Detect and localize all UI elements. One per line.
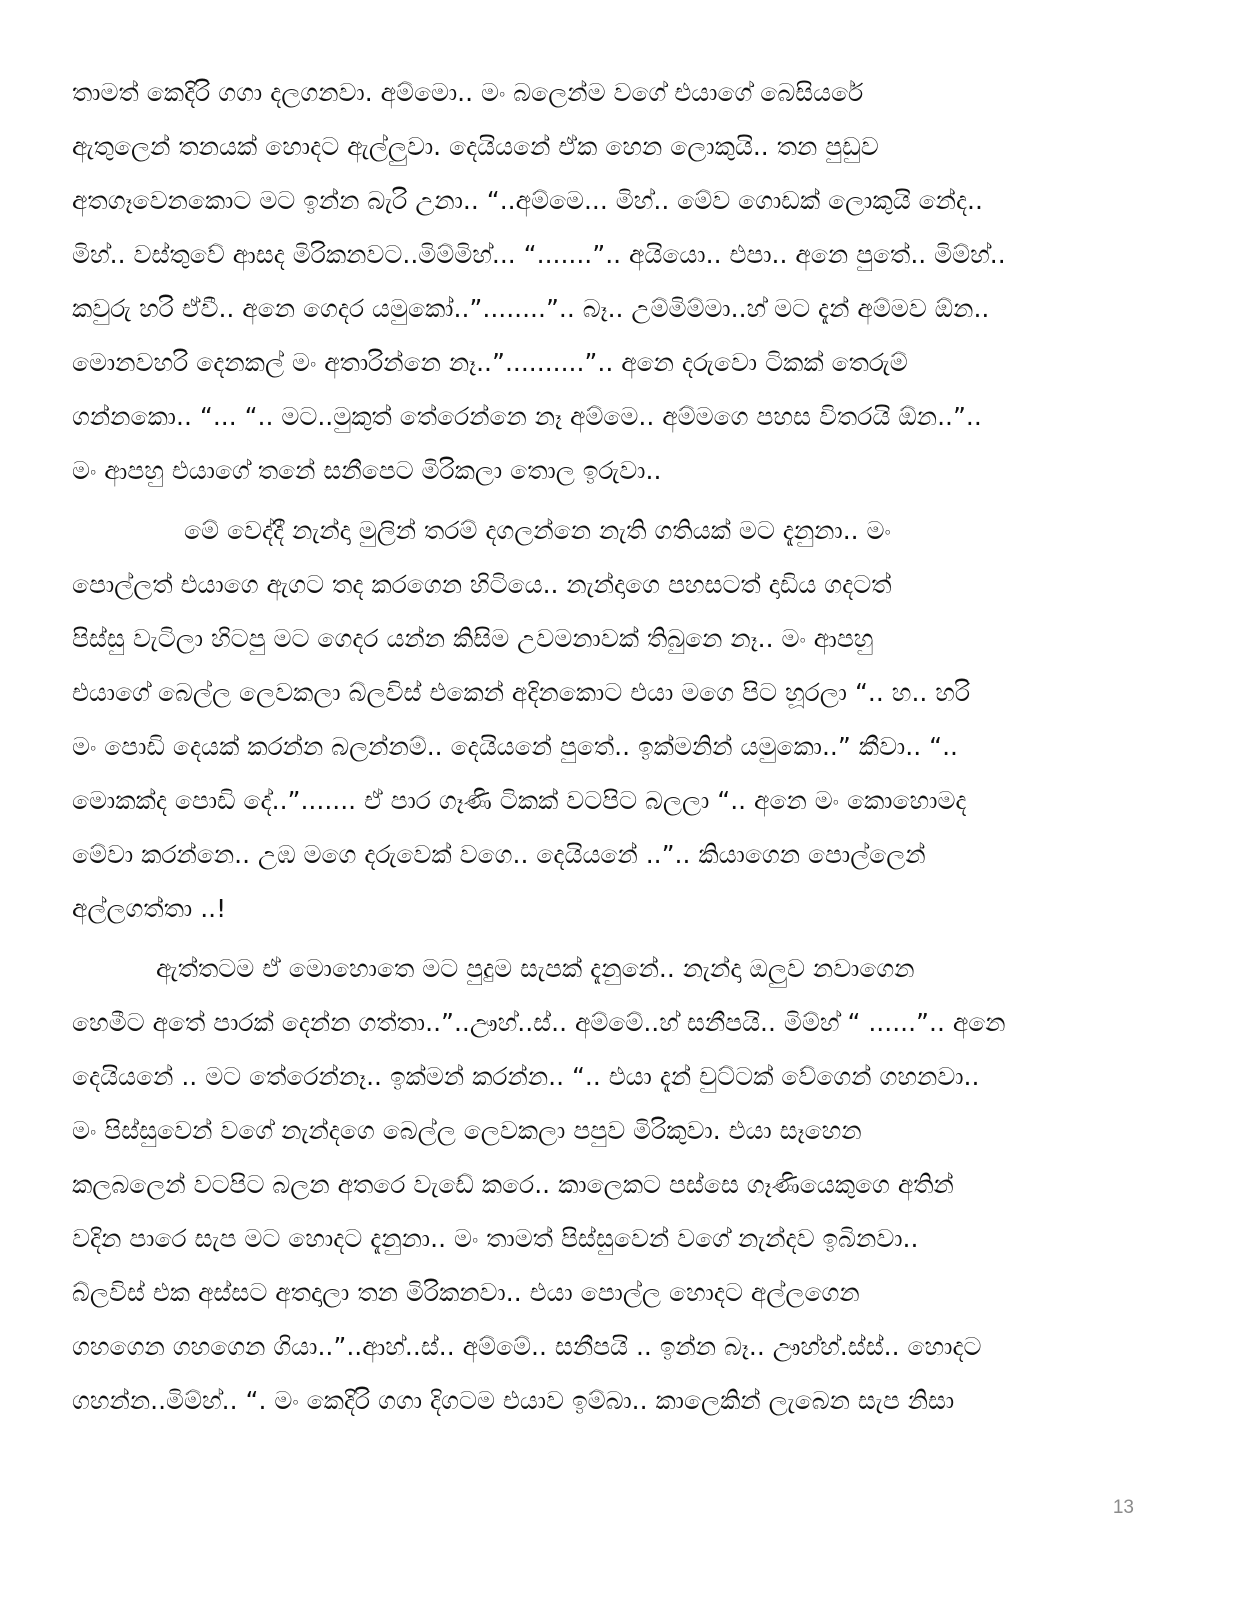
page-number: 13	[1112, 1497, 1134, 1518]
text-line: පොල්ලත් එයාගෙ ඇගට තද කරගෙන හිටියෙ.. නැන්දාගෙ පහසටත් දාඩිය ගදටත්	[72, 570, 892, 599]
text-line: අතගෑවෙනකොට මට ඉන්න බැරි උනා.. “..අම්මෙ... මිහ්.. මේව ගොඩක් ලොකුයි නේද..	[72, 186, 983, 215]
text-line: අල්ලගත්තා ..!	[72, 894, 227, 923]
text-line: මං පොඩි දෙයක් කරන්න බලන්නම්.. දෙයියනේ පුතේ.. ඉක්මනින් යමුකො..” කීවා.. “..	[72, 732, 958, 761]
text-line: ගන්නකො.. “... “.. මට..මුකුත් තේරෙන්නෙ නෑ අම්මෙ.. අම්මගෙ පහස විතරයි ඕන..”..	[72, 402, 982, 431]
paragraph	[72, 942, 1162, 1428]
text-line: පිස්සු වැටිලා හිටපු මට ගෙදර යන්න කිසිම උවමනාවක් තිබුනෙ නෑ.. මං ආපහු	[72, 624, 874, 653]
text-line: මේ වෙද්දී නැන්දා මුලින් තරම් දගලන්නෙ නැති ගතියක් මට දැනුනා.. මං	[184, 516, 891, 545]
body-text	[72, 66, 1162, 1428]
text-line: මං පිස්සුවෙන් වගේ නැන්දගෙ බෙල්ල ලෙවකලා පපුව මිරිකුවා. එයා සෑහෙන	[72, 1116, 862, 1145]
text-line: ඇතුලෙන් තනයක් හොදට ඇල්ලුවා. දෙයියනේ ඒක හෙන ලොකුයි.. තන පුඩුව	[72, 132, 879, 161]
text-line: මේවා කරන්නෙ.. උඹ මගෙ දරුවෙක් වගෙ.. දෙයියනේ ..”.. කියාගෙන පොල්ලෙන්	[72, 840, 926, 869]
text-line: කලබලෙන් වටපිට බලන අතරෙ වැඩේ කරෙ.. කාලෙකට පස්සෙ ගෑණියෙකුගෙ අතින්	[72, 1170, 954, 1199]
text-line: බ්ලවිස් එක අස්සට අතදාලා තන මිරිකනවා.. එයා පොල්ල හොදට අල්ලගෙන	[72, 1278, 860, 1307]
text-line: මොනවහරි දෙනකල් මං අතාරින්නෙ නෑ..”..........”.. අනෙ දරුවො ටිකක් තෙරුම්	[72, 348, 908, 377]
text-line: මිහ්.. වස්තුවේ ආසද මිරිකනවට..මිම්මිහ්... “.......”.. අයියො.. එපා.. අනෙ පුතේ.. මිම්හ්..	[72, 240, 1006, 269]
text-line: දෙයියනේ .. මට තේරෙන්නෑ.. ඉක්මන් කරන්න.. “.. එයා දැන් චුට්ටක් වේගෙන් ගහනවා..	[72, 1062, 980, 1091]
text-line: ගහන්න..මිම්හ්.. “. මං කෙදිරි ගගා දිගටම එයාව ඉම්බා.. කාලෙකින් ලැබෙන සැප නිසා	[72, 1386, 955, 1415]
paragraph	[72, 504, 1162, 936]
text-line: හෙමීට අතේ පාරක් දෙන්න ගත්තා..”..ඌහ්..ස්.. අම්මේ..හ් සනීපයි.. මිම්හ් “ ......”.. අනෙ	[72, 1008, 1006, 1037]
text-line: ගහගෙන ගහගෙන ගියා..”..ආහ්..ස්.. අම්මේ.. සනීපයි .. ඉන්න බෑ.. ඌහ්හ්.ස්ස්.. හොදට	[72, 1332, 982, 1361]
text-line: කවුරු හරි ඒවී.. අනෙ ගෙදර යමුකෝ..”........”.. බෑ.. උම්මිම්මා..හ් මට දැන් අම්මව ඕන..	[72, 294, 990, 323]
text-line: ඇත්තටම ඒ මොහොතෙ මට පුදුම සැපක් දැනුනේ.. නැන්දා ඔලුව නවාගෙන	[156, 954, 915, 983]
text-line: වදින පාරෙ සැප මට හොදට දැනුනා.. මං තාමත් පිස්සුවෙන් වගේ නැන්දව ඉබිනවා..	[72, 1224, 919, 1253]
text-line: තාමත් කෙදිරි ගගා දලගනවා. අම්මො.. මං බලෙන්ම වගේ එයාගේ බෙසියරේ	[72, 78, 864, 107]
text-line: එයාගේ බෙල්ල ලෙවකලා බ්ලවිස් එකෙන් අදිනකොට එයා මගෙ පිට හූරලා “.. හ.. හරි	[72, 678, 971, 707]
text-line: මං ආපහු එයාගේ තනේ සනීපෙට මිරිකලා තොල ඉරුවා..	[72, 456, 662, 485]
text-line: මොකක්ද පොඩි දේ..”....... ඒ පාර ගෑණි ටිකක් වටපිට බලලා “.. අනෙ මං කොහොමද	[72, 786, 967, 815]
paragraph	[72, 66, 1162, 498]
